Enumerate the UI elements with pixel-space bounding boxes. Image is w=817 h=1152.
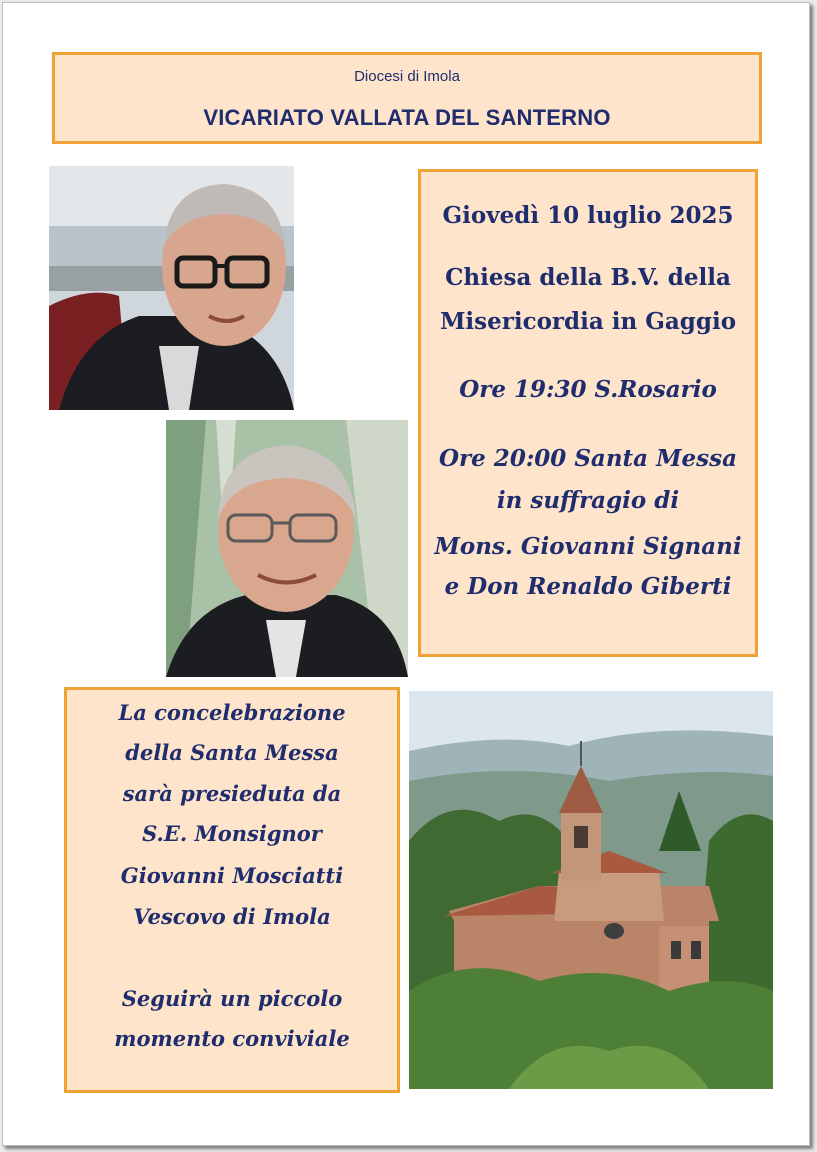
church-name-line2: Misericordia in Gaggio <box>439 308 737 335</box>
note-line: sarà presieduta da <box>122 781 342 806</box>
note-line: Vescovo di Imola <box>133 904 331 929</box>
priest-photo-1 <box>49 166 294 410</box>
note-line: S.E. Monsignor <box>142 821 322 846</box>
mass-name-2: e Don Renaldo Giberti <box>444 573 732 600</box>
church-photo <box>409 691 773 1089</box>
event-date: Giovedì 10 luglio 2025 <box>442 202 734 229</box>
vicariato-title: VICARIATO VALLATA DEL SANTERNO <box>203 105 611 130</box>
rosary-time: Ore 19:30 S.Rosario <box>459 376 717 403</box>
note-line: Seguirà un piccolo <box>121 986 343 1011</box>
note-line: della Santa Messa <box>125 740 339 765</box>
event-info-box <box>418 169 758 657</box>
flyer-page <box>2 2 810 1146</box>
note-line: Giovanni Mosciatti <box>120 863 344 888</box>
note-line: La concelebrazione <box>118 700 346 725</box>
diocese-label: Diocesi di Imola <box>354 68 460 85</box>
church-name-line1: Chiesa della B.V. della <box>445 264 731 291</box>
mass-suffrage: in suffragio di <box>496 487 680 514</box>
mass-name-1: Mons. Giovanni Signani <box>434 533 742 560</box>
priest-photo-2 <box>166 420 408 677</box>
note-line: momento conviviale <box>114 1026 350 1051</box>
celebration-note-box <box>64 687 400 1093</box>
header-box <box>52 52 762 144</box>
mass-time: Ore 20:00 Santa Messa <box>439 445 737 472</box>
